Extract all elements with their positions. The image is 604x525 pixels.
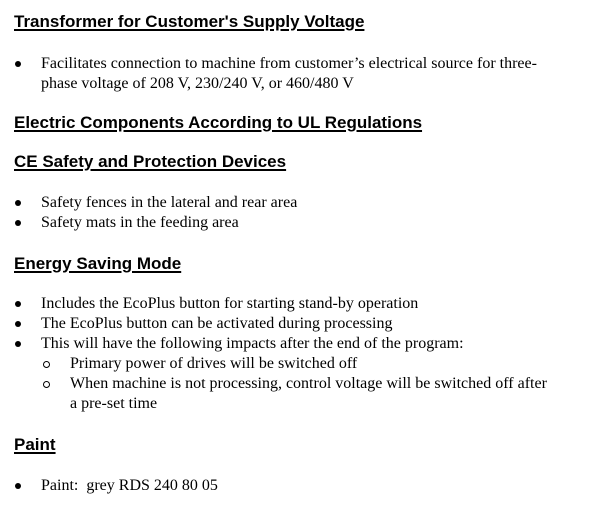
sub-list-item-text: Primary power of drives will be switched off	[70, 355, 358, 372]
sub-list-item-text: a pre-set time	[70, 395, 158, 412]
sub-list-item-continuation	[0, 394, 604, 414]
list-item	[0, 213, 604, 233]
energy-list	[0, 294, 604, 414]
sub-list-item-text: When machine is not processing, control voltage will be switched off after	[70, 375, 547, 392]
list-item	[0, 334, 604, 354]
heading-paint: Paint	[14, 435, 56, 454]
sub-list-item	[0, 354, 604, 374]
list-item-text: phase voltage of 208 V, 230/240 V, or 460/480 V	[41, 75, 354, 92]
heading-energy: Energy Saving Mode	[14, 254, 182, 273]
list-item	[0, 476, 604, 496]
list-item-text: Safety mats in the feeding area	[41, 214, 239, 231]
transformer-list	[0, 54, 604, 94]
sub-list-item	[0, 374, 604, 394]
ce-list	[0, 193, 604, 233]
list-item-text: Includes the EcoPlus button for starting stand-by operation	[41, 295, 419, 312]
list-item-text: This will have the following impacts after the end of the program:	[41, 335, 464, 352]
heading-ce: CE Safety and Protection Devices	[14, 152, 287, 171]
list-item-text: Paint: grey RDS 240 80 05	[41, 477, 218, 494]
list-item	[0, 54, 604, 74]
list-item-text: Facilitates connection to machine from customer’s electrical source for three-	[41, 55, 537, 72]
list-item-continuation	[0, 74, 604, 94]
heading-transformer: Transformer for Customer's Supply Voltage	[14, 12, 365, 31]
list-item	[0, 314, 604, 334]
list-item	[0, 193, 604, 213]
list-item-text: The EcoPlus button can be activated during processing	[41, 315, 393, 332]
paint-list	[0, 476, 604, 496]
heading-ul: Electric Components According to UL Regulations	[14, 113, 423, 132]
list-item	[0, 294, 604, 314]
list-item-text: Safety fences in the lateral and rear area	[41, 194, 298, 211]
